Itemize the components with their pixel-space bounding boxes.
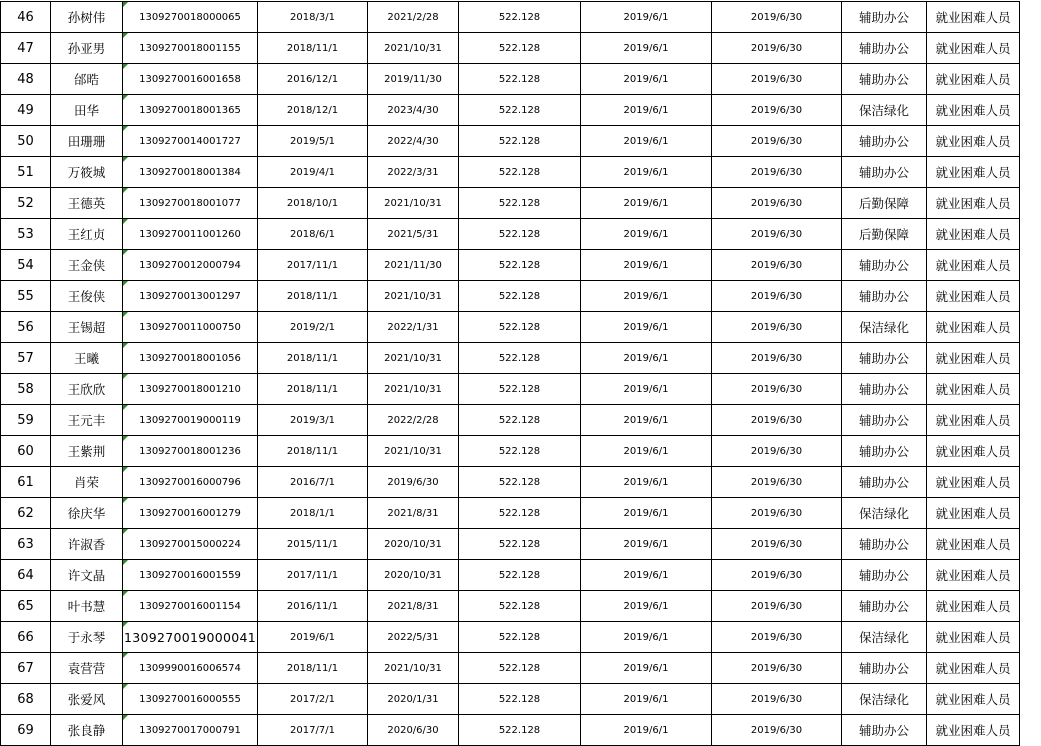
id-number-cell[interactable]: 1309270016001154 <box>123 591 258 622</box>
start-date-cell[interactable]: 2018/1/1 <box>258 498 368 529</box>
row-number-cell[interactable]: 67 <box>1 653 51 684</box>
personnel-type-cell[interactable]: 就业困难人员 <box>927 405 1020 436</box>
row-number-cell[interactable]: 59 <box>1 405 51 436</box>
name-cell[interactable]: 许淑香 <box>51 529 123 560</box>
period-end-cell[interactable]: 2019/6/30 <box>712 312 842 343</box>
row-number-cell[interactable]: 52 <box>1 188 51 219</box>
name-cell[interactable]: 王金侠 <box>51 250 123 281</box>
id-number-cell[interactable]: 1309270015000224 <box>123 529 258 560</box>
row-number-cell[interactable]: 68 <box>1 684 51 715</box>
row-number-cell[interactable]: 64 <box>1 560 51 591</box>
personnel-type-cell[interactable]: 就业困难人员 <box>927 343 1020 374</box>
amount-cell[interactable]: 522.128 <box>459 312 581 343</box>
id-number-cell[interactable]: 1309270018001077 <box>123 188 258 219</box>
period-start-cell[interactable]: 2019/6/1 <box>581 2 712 33</box>
personnel-type-cell[interactable]: 就业困难人员 <box>927 2 1020 33</box>
id-number-cell[interactable]: 1309270018001056 <box>123 343 258 374</box>
personnel-type-cell[interactable]: 就业困难人员 <box>927 529 1020 560</box>
period-end-cell[interactable]: 2019/6/30 <box>712 95 842 126</box>
id-number-cell[interactable]: 1309270011001260 <box>123 219 258 250</box>
start-date-cell[interactable]: 2019/6/1 <box>258 622 368 653</box>
post-cell[interactable]: 辅助办公 <box>842 281 927 312</box>
amount-cell[interactable]: 522.128 <box>459 374 581 405</box>
amount-cell[interactable]: 522.128 <box>459 715 581 746</box>
row-number-cell[interactable]: 58 <box>1 374 51 405</box>
personnel-type-cell[interactable]: 就业困难人员 <box>927 591 1020 622</box>
amount-cell[interactable]: 522.128 <box>459 281 581 312</box>
personnel-type-cell[interactable]: 就业困难人员 <box>927 126 1020 157</box>
post-cell[interactable]: 保洁绿化 <box>842 312 927 343</box>
start-date-cell[interactable]: 2018/11/1 <box>258 653 368 684</box>
end-date-cell[interactable]: 2021/8/31 <box>368 498 459 529</box>
period-start-cell[interactable]: 2019/6/1 <box>581 157 712 188</box>
period-end-cell[interactable]: 2019/6/30 <box>712 529 842 560</box>
id-number-cell[interactable]: 1309270016001559 <box>123 560 258 591</box>
table-row <box>1 64 1020 95</box>
period-start-cell[interactable]: 2019/6/1 <box>581 95 712 126</box>
end-date-cell[interactable]: 2021/10/31 <box>368 436 459 467</box>
end-date-cell[interactable]: 2019/6/30 <box>368 467 459 498</box>
amount-cell[interactable]: 522.128 <box>459 2 581 33</box>
amount-cell[interactable]: 522.128 <box>459 95 581 126</box>
period-end-cell[interactable]: 2019/6/30 <box>712 653 842 684</box>
row-number-cell[interactable]: 54 <box>1 250 51 281</box>
period-start-cell[interactable]: 2019/6/1 <box>581 219 712 250</box>
table-row <box>1 467 1020 498</box>
amount-cell[interactable]: 522.128 <box>459 188 581 219</box>
period-end-cell[interactable]: 2019/6/30 <box>712 591 842 622</box>
table-row <box>1 498 1020 529</box>
id-number-cell[interactable]: 1309270012000794 <box>123 250 258 281</box>
id-number-cell[interactable]: 1309270016000796 <box>123 467 258 498</box>
name-cell[interactable]: 王德英 <box>51 188 123 219</box>
post-cell[interactable]: 辅助办公 <box>842 529 927 560</box>
table-row <box>1 126 1020 157</box>
personnel-type-cell[interactable]: 就业困难人员 <box>927 684 1020 715</box>
start-date-cell[interactable]: 2019/2/1 <box>258 312 368 343</box>
table-row <box>1 653 1020 684</box>
start-date-cell[interactable]: 2018/11/1 <box>258 436 368 467</box>
post-cell[interactable]: 辅助办公 <box>842 343 927 374</box>
name-cell[interactable]: 万筱城 <box>51 157 123 188</box>
post-cell[interactable]: 辅助办公 <box>842 374 927 405</box>
post-cell[interactable]: 辅助办公 <box>842 653 927 684</box>
table-row <box>1 436 1020 467</box>
period-end-cell[interactable]: 2019/6/30 <box>712 281 842 312</box>
post-cell[interactable]: 保洁绿化 <box>842 95 927 126</box>
end-date-cell[interactable]: 2021/8/31 <box>368 591 459 622</box>
table-row <box>1 560 1020 591</box>
start-date-cell[interactable]: 2018/6/1 <box>258 219 368 250</box>
table-row <box>1 157 1020 188</box>
start-date-cell[interactable]: 2018/11/1 <box>258 343 368 374</box>
amount-cell[interactable]: 522.128 <box>459 157 581 188</box>
personnel-type-cell[interactable]: 就业困难人员 <box>927 64 1020 95</box>
end-date-cell[interactable]: 2020/6/30 <box>368 715 459 746</box>
end-date-cell[interactable]: 2021/10/31 <box>368 33 459 64</box>
table-row <box>1 33 1020 64</box>
table-row <box>1 684 1020 715</box>
row-number-cell[interactable]: 69 <box>1 715 51 746</box>
id-number-cell[interactable]: 1309270018001384 <box>123 157 258 188</box>
post-cell[interactable]: 后勤保障 <box>842 188 927 219</box>
name-cell[interactable]: 田华 <box>51 95 123 126</box>
row-number-cell[interactable]: 56 <box>1 312 51 343</box>
period-end-cell[interactable]: 2019/6/30 <box>712 374 842 405</box>
name-cell[interactable]: 孙树伟 <box>51 2 123 33</box>
personnel-type-cell[interactable]: 就业困难人员 <box>927 467 1020 498</box>
table-row <box>1 250 1020 281</box>
name-cell[interactable]: 田珊珊 <box>51 126 123 157</box>
start-date-cell[interactable]: 2017/7/1 <box>258 715 368 746</box>
row-number-cell[interactable]: 51 <box>1 157 51 188</box>
personnel-type-cell[interactable]: 就业困难人员 <box>927 374 1020 405</box>
name-cell[interactable]: 王欣欣 <box>51 374 123 405</box>
row-number-cell[interactable]: 53 <box>1 219 51 250</box>
period-start-cell[interactable]: 2019/6/1 <box>581 33 712 64</box>
start-date-cell[interactable]: 2017/11/1 <box>258 560 368 591</box>
name-cell[interactable]: 王锡超 <box>51 312 123 343</box>
period-start-cell[interactable]: 2019/6/1 <box>581 374 712 405</box>
id-number-cell[interactable]: 1309270013001297 <box>123 281 258 312</box>
row-number-cell[interactable]: 62 <box>1 498 51 529</box>
amount-cell[interactable]: 522.128 <box>459 591 581 622</box>
amount-cell[interactable]: 522.128 <box>459 343 581 374</box>
end-date-cell[interactable]: 2020/10/31 <box>368 560 459 591</box>
name-cell[interactable]: 王紫荆 <box>51 436 123 467</box>
period-start-cell[interactable]: 2019/6/1 <box>581 405 712 436</box>
post-cell[interactable]: 保洁绿化 <box>842 622 927 653</box>
period-start-cell[interactable]: 2019/6/1 <box>581 498 712 529</box>
end-date-cell[interactable]: 2021/10/31 <box>368 653 459 684</box>
name-cell[interactable]: 孙亚男 <box>51 33 123 64</box>
id-number-cell[interactable]: 1309990016006574 <box>123 653 258 684</box>
id-number-cell[interactable]: 1309270016001279 <box>123 498 258 529</box>
start-date-cell[interactable]: 2015/11/1 <box>258 529 368 560</box>
period-end-cell[interactable]: 2019/6/30 <box>712 219 842 250</box>
id-number-cell[interactable]: 1309270018001365 <box>123 95 258 126</box>
row-number-cell[interactable]: 66 <box>1 622 51 653</box>
name-cell[interactable]: 许文晶 <box>51 560 123 591</box>
period-start-cell[interactable]: 2019/6/1 <box>581 715 712 746</box>
row-number-cell[interactable]: 49 <box>1 95 51 126</box>
post-cell[interactable]: 辅助办公 <box>842 405 927 436</box>
start-date-cell[interactable]: 2018/10/1 <box>258 188 368 219</box>
period-end-cell[interactable]: 2019/6/30 <box>712 498 842 529</box>
name-cell[interactable]: 徐庆华 <box>51 498 123 529</box>
end-date-cell[interactable]: 2020/10/31 <box>368 529 459 560</box>
period-start-cell[interactable]: 2019/6/1 <box>581 343 712 374</box>
id-number-cell[interactable]: 1309270018001210 <box>123 374 258 405</box>
period-end-cell[interactable]: 2019/6/30 <box>712 715 842 746</box>
period-end-cell[interactable]: 2019/6/30 <box>712 188 842 219</box>
period-start-cell[interactable]: 2019/6/1 <box>581 126 712 157</box>
period-start-cell[interactable]: 2019/6/1 <box>581 467 712 498</box>
table-row <box>1 405 1020 436</box>
period-end-cell[interactable]: 2019/6/30 <box>712 64 842 95</box>
amount-cell[interactable]: 522.128 <box>459 33 581 64</box>
row-number-cell[interactable]: 57 <box>1 343 51 374</box>
amount-cell[interactable]: 522.128 <box>459 653 581 684</box>
period-end-cell[interactable]: 2019/6/30 <box>712 343 842 374</box>
end-date-cell[interactable]: 2021/10/31 <box>368 281 459 312</box>
period-start-cell[interactable]: 2019/6/1 <box>581 281 712 312</box>
period-start-cell[interactable]: 2019/6/1 <box>581 622 712 653</box>
amount-cell[interactable]: 522.128 <box>459 684 581 715</box>
personnel-type-cell[interactable]: 就业困难人员 <box>927 188 1020 219</box>
personnel-type-cell[interactable]: 就业困难人员 <box>927 653 1020 684</box>
post-cell[interactable]: 辅助办公 <box>842 64 927 95</box>
personnel-type-cell[interactable]: 就业困难人员 <box>927 436 1020 467</box>
period-end-cell[interactable]: 2019/6/30 <box>712 157 842 188</box>
name-cell[interactable]: 张爱风 <box>51 684 123 715</box>
start-date-cell[interactable]: 2018/11/1 <box>258 281 368 312</box>
row-number-cell[interactable]: 55 <box>1 281 51 312</box>
table-row <box>1 188 1020 219</box>
id-number-cell[interactable]: 1309270016001658 <box>123 64 258 95</box>
table-row <box>1 95 1020 126</box>
amount-cell[interactable]: 522.128 <box>459 436 581 467</box>
amount-cell[interactable]: 522.128 <box>459 560 581 591</box>
table-row <box>1 281 1020 312</box>
name-cell[interactable]: 王俊侠 <box>51 281 123 312</box>
start-date-cell[interactable]: 2017/11/1 <box>258 250 368 281</box>
period-start-cell[interactable]: 2019/6/1 <box>581 560 712 591</box>
post-cell[interactable]: 辅助办公 <box>842 560 927 591</box>
post-cell[interactable]: 辅助办公 <box>842 2 927 33</box>
start-date-cell[interactable]: 2019/5/1 <box>258 126 368 157</box>
end-date-cell[interactable]: 2019/11/30 <box>368 64 459 95</box>
row-number-cell[interactable]: 47 <box>1 33 51 64</box>
start-date-cell[interactable]: 2018/12/1 <box>258 95 368 126</box>
end-date-cell[interactable]: 2021/10/31 <box>368 188 459 219</box>
personnel-type-cell[interactable]: 就业困难人员 <box>927 95 1020 126</box>
amount-cell[interactable]: 522.128 <box>459 219 581 250</box>
row-number-cell[interactable]: 61 <box>1 467 51 498</box>
end-date-cell[interactable]: 2022/3/31 <box>368 157 459 188</box>
post-cell[interactable]: 辅助办公 <box>842 467 927 498</box>
id-number-cell[interactable]: 1309270018001236 <box>123 436 258 467</box>
period-start-cell[interactable]: 2019/6/1 <box>581 653 712 684</box>
period-end-cell[interactable]: 2019/6/30 <box>712 2 842 33</box>
table-row <box>1 622 1020 653</box>
end-date-cell[interactable]: 2021/10/31 <box>368 343 459 374</box>
start-date-cell[interactable]: 2017/2/1 <box>258 684 368 715</box>
name-cell[interactable]: 肖荣 <box>51 467 123 498</box>
post-cell[interactable]: 保洁绿化 <box>842 498 927 529</box>
start-date-cell[interactable]: 2018/11/1 <box>258 374 368 405</box>
end-date-cell[interactable]: 2022/5/31 <box>368 622 459 653</box>
start-date-cell[interactable]: 2016/12/1 <box>258 64 368 95</box>
period-end-cell[interactable]: 2019/6/30 <box>712 560 842 591</box>
name-cell[interactable]: 叶书慧 <box>51 591 123 622</box>
row-number-cell[interactable]: 48 <box>1 64 51 95</box>
id-number-cell[interactable]: 1309270016000555 <box>123 684 258 715</box>
amount-cell[interactable]: 522.128 <box>459 529 581 560</box>
start-date-cell[interactable]: 2019/4/1 <box>258 157 368 188</box>
id-number-cell[interactable]: 1309270018001155 <box>123 33 258 64</box>
name-cell[interactable]: 邰晧 <box>51 64 123 95</box>
amount-cell[interactable]: 522.128 <box>459 405 581 436</box>
personnel-type-cell[interactable]: 就业困难人员 <box>927 498 1020 529</box>
period-start-cell[interactable]: 2019/6/1 <box>581 312 712 343</box>
personnel-type-cell[interactable]: 就业困难人员 <box>927 33 1020 64</box>
row-number-cell[interactable]: 50 <box>1 126 51 157</box>
name-cell[interactable]: 王曦 <box>51 343 123 374</box>
start-date-cell[interactable]: 2016/11/1 <box>258 591 368 622</box>
table-row <box>1 374 1020 405</box>
post-cell[interactable]: 辅助办公 <box>842 436 927 467</box>
table-body <box>1 2 1020 746</box>
period-end-cell[interactable]: 2019/6/30 <box>712 33 842 64</box>
end-date-cell[interactable]: 2022/4/30 <box>368 126 459 157</box>
row-number-cell[interactable]: 60 <box>1 436 51 467</box>
personnel-type-cell[interactable]: 就业困难人员 <box>927 281 1020 312</box>
amount-cell[interactable]: 522.128 <box>459 64 581 95</box>
end-date-cell[interactable]: 2021/10/31 <box>368 374 459 405</box>
table-row <box>1 529 1020 560</box>
amount-cell[interactable]: 522.128 <box>459 467 581 498</box>
name-cell[interactable]: 袁营营 <box>51 653 123 684</box>
table-row <box>1 312 1020 343</box>
period-start-cell[interactable]: 2019/6/1 <box>581 591 712 622</box>
post-cell[interactable]: 保洁绿化 <box>842 684 927 715</box>
period-start-cell[interactable]: 2019/6/1 <box>581 684 712 715</box>
row-number-cell[interactable]: 46 <box>1 2 51 33</box>
id-number-cell[interactable]: 1309270018000065 <box>123 2 258 33</box>
id-number-cell[interactable]: 1309270014001727 <box>123 126 258 157</box>
end-date-cell[interactable]: 2022/2/28 <box>368 405 459 436</box>
post-cell[interactable]: 辅助办公 <box>842 715 927 746</box>
id-number-cell[interactable]: 1309270019000119 <box>123 405 258 436</box>
end-date-cell[interactable]: 2022/1/31 <box>368 312 459 343</box>
id-number-cell[interactable]: 1309270011000750 <box>123 312 258 343</box>
name-cell[interactable]: 王红贞 <box>51 219 123 250</box>
row-number-cell[interactable]: 63 <box>1 529 51 560</box>
personnel-type-cell[interactable]: 就业困难人员 <box>927 250 1020 281</box>
table-row <box>1 2 1020 33</box>
start-date-cell[interactable]: 2018/11/1 <box>258 33 368 64</box>
end-date-cell[interactable]: 2023/4/30 <box>368 95 459 126</box>
period-start-cell[interactable]: 2019/6/1 <box>581 436 712 467</box>
amount-cell[interactable]: 522.128 <box>459 622 581 653</box>
table-row <box>1 219 1020 250</box>
period-end-cell[interactable]: 2019/6/30 <box>712 467 842 498</box>
period-end-cell[interactable]: 2019/6/30 <box>712 684 842 715</box>
amount-cell[interactable]: 522.128 <box>459 250 581 281</box>
period-end-cell[interactable]: 2019/6/30 <box>712 250 842 281</box>
post-cell[interactable]: 后勤保障 <box>842 219 927 250</box>
post-cell[interactable]: 辅助办公 <box>842 126 927 157</box>
row-number-cell[interactable]: 65 <box>1 591 51 622</box>
period-end-cell[interactable]: 2019/6/30 <box>712 622 842 653</box>
id-number-cell[interactable]: 1309270019000041 <box>123 622 258 653</box>
period-end-cell[interactable]: 2019/6/30 <box>712 436 842 467</box>
post-cell[interactable]: 辅助办公 <box>842 33 927 64</box>
personnel-type-cell[interactable]: 就业困难人员 <box>927 219 1020 250</box>
end-date-cell[interactable]: 2021/11/30 <box>368 250 459 281</box>
period-start-cell[interactable]: 2019/6/1 <box>581 250 712 281</box>
amount-cell[interactable]: 522.128 <box>459 498 581 529</box>
table-row <box>1 591 1020 622</box>
start-date-cell[interactable]: 2016/7/1 <box>258 467 368 498</box>
table-row <box>1 343 1020 374</box>
post-cell[interactable]: 辅助办公 <box>842 591 927 622</box>
name-cell[interactable]: 于永琴 <box>51 622 123 653</box>
name-cell[interactable]: 王元丰 <box>51 405 123 436</box>
period-end-cell[interactable]: 2019/6/30 <box>712 126 842 157</box>
period-start-cell[interactable]: 2019/6/1 <box>581 64 712 95</box>
end-date-cell[interactable]: 2021/2/28 <box>368 2 459 33</box>
table-row <box>1 715 1020 746</box>
personnel-type-cell[interactable]: 就业困难人员 <box>927 157 1020 188</box>
name-cell[interactable]: 张良静 <box>51 715 123 746</box>
amount-cell[interactable]: 522.128 <box>459 126 581 157</box>
period-end-cell[interactable]: 2019/6/30 <box>712 405 842 436</box>
start-date-cell[interactable]: 2019/3/1 <box>258 405 368 436</box>
start-date-cell[interactable]: 2018/3/1 <box>258 2 368 33</box>
id-number-cell[interactable]: 1309270017000791 <box>123 715 258 746</box>
period-start-cell[interactable]: 2019/6/1 <box>581 188 712 219</box>
post-cell[interactable]: 辅助办公 <box>842 250 927 281</box>
period-start-cell[interactable]: 2019/6/1 <box>581 529 712 560</box>
data-table <box>0 1 1020 746</box>
personnel-type-cell[interactable]: 就业困难人员 <box>927 622 1020 653</box>
personnel-type-cell[interactable]: 就业困难人员 <box>927 560 1020 591</box>
personnel-type-cell[interactable]: 就业困难人员 <box>927 312 1020 343</box>
end-date-cell[interactable]: 2021/5/31 <box>368 219 459 250</box>
end-date-cell[interactable]: 2020/1/31 <box>368 684 459 715</box>
personnel-type-cell[interactable]: 就业困难人员 <box>927 715 1020 746</box>
post-cell[interactable]: 辅助办公 <box>842 157 927 188</box>
